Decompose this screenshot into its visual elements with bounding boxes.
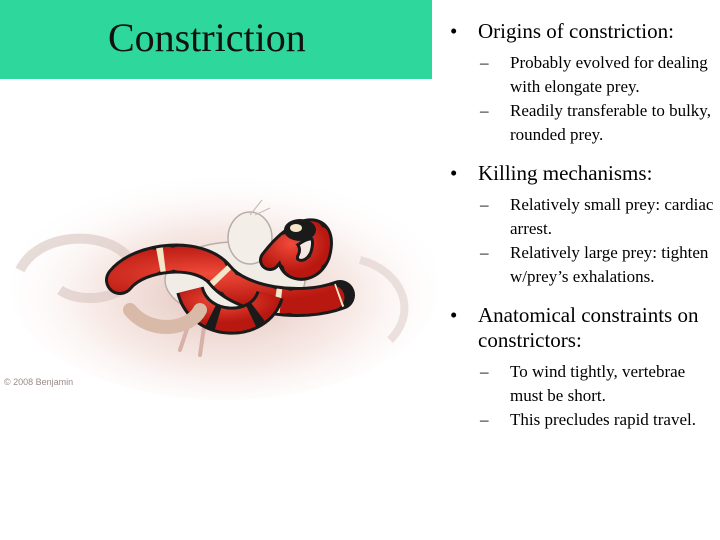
sub-bullet-item: [450, 99, 716, 147]
snake-constricting-mouse-illustration: [0, 160, 438, 400]
sub-bullet-item: [450, 51, 716, 99]
bullet-glyph: •: [450, 19, 458, 43]
sub-bullet-text: Relatively large prey: tighten w/prey’s exhalations.: [510, 243, 709, 286]
bullet-item: [450, 303, 716, 353]
bullet-item: [450, 19, 716, 44]
sub-bullet-item: [450, 241, 716, 289]
sub-bullet-item: [450, 408, 716, 432]
bullet-item: [450, 161, 716, 186]
sub-bullet-glyph: –: [480, 410, 489, 429]
bullet-text: Anatomical constraints on constrictors:: [478, 303, 699, 352]
sub-bullet-text: Probably evolved for dealing with elongate prey.: [510, 53, 708, 96]
bullet-glyph: •: [450, 161, 458, 185]
sub-bullet-text: To wind tightly, vertebrae must be short.: [510, 362, 686, 405]
bullet-list: [450, 19, 716, 432]
sub-bullet-glyph: –: [480, 243, 489, 262]
sub-bullet-item: [450, 360, 716, 408]
sub-bullet-item: [450, 193, 716, 241]
sub-bullet-text: This precludes rapid travel.: [510, 410, 696, 429]
sub-bullet-glyph: –: [480, 362, 489, 381]
illustration-copyright: © 2008 Benjamin: [4, 377, 74, 387]
bullet-text: Origins of constriction:: [478, 19, 674, 43]
bullet-text: Killing mechanisms:: [478, 161, 653, 185]
slide-title: Constriction: [108, 15, 306, 60]
sub-bullet-glyph: –: [480, 195, 489, 214]
sub-bullet-glyph: –: [480, 101, 489, 120]
sub-bullet-text: Readily transferable to bulky, rounded prey.: [510, 101, 711, 144]
sub-bullet-text: Relatively small prey: cardiac arrest.: [510, 195, 714, 238]
bullet-glyph: •: [450, 303, 458, 327]
sub-bullet-glyph: –: [480, 53, 489, 72]
